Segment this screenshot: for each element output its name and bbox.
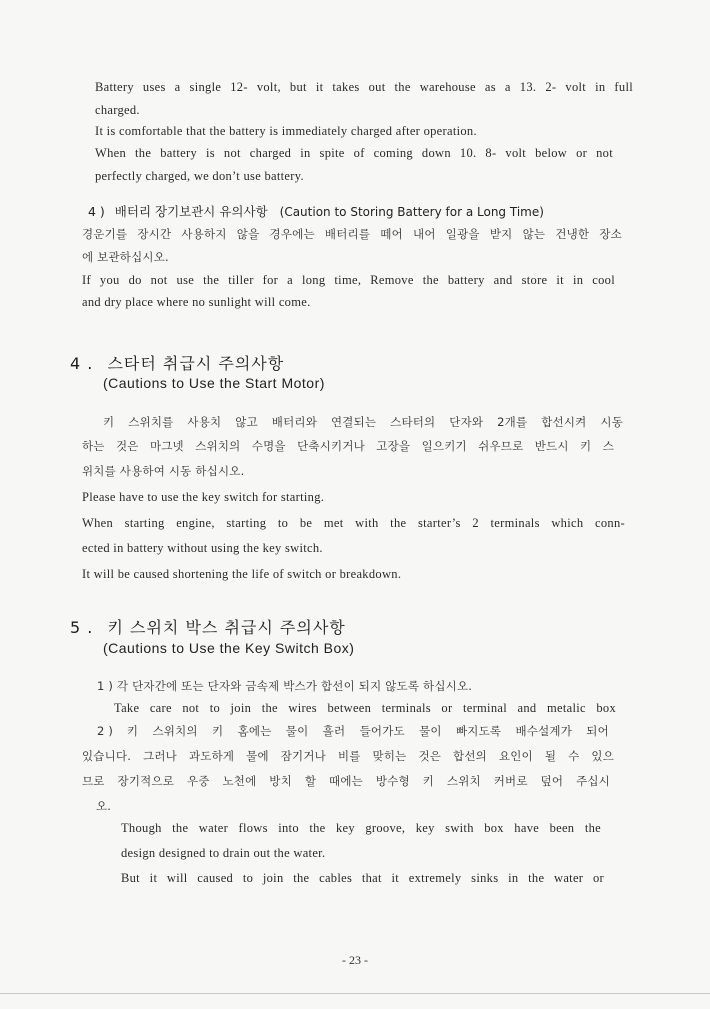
section-4-ko-line-3: 위치를 사용하여 시동 하십시오. <box>82 464 245 478</box>
page-number: - 23 - <box>342 953 368 967</box>
battery-line-5: perfectly charged, we don’t use battery. <box>95 169 304 183</box>
section-4-heading <box>70 351 284 374</box>
subsection-4-title-ko: 배터리 장기보관시 유의사항 <box>114 204 268 219</box>
section-5-heading <box>70 615 346 638</box>
section-5-item-2-ko-text-1: 키 스위치의 키 홈에는 물이 흘러 들어가도 물이 빠지도록 배수설계가 되어 <box>126 724 609 738</box>
subsection-4-heading <box>88 202 544 220</box>
section-5-title-en: (Cautions to Use the Key Switch Box) <box>103 640 355 656</box>
section-4-title-en: (Cautions to Use the Start Motor) <box>103 375 325 391</box>
battery-line-3: It is comfortable that the battery is immediately charged after operation. <box>95 124 477 138</box>
section-5-title-ko: 키 스위치 박스 취급시 주의사항 <box>107 618 346 637</box>
section-4-ko-line-1: 키 스위치를 사용치 않고 배터리와 연결되는 스타터의 단자와 2개를 합선시켜 시동 <box>103 415 623 429</box>
section-5-en-line-2: design designed to drain out the water. <box>121 846 326 860</box>
section-4-en-line-1: Please have to use the key switch for starting. <box>82 490 325 504</box>
section-5-item-1-ko: 1 ) 각 단자간에 또는 단자와 금속제 박스가 합선이 되지 않도록 하십시오. <box>97 679 473 693</box>
section-5-number: 5 . <box>70 618 94 637</box>
battery-line-2: charged. <box>95 103 140 117</box>
section-5-item-2-ko-line-3: 므로 장기적으로 우중 노천에 방치 할 때에는 방수형 키 스위치 커버로 덮어 주십시 <box>82 774 610 788</box>
section-4-en-line-2: When starting engine, starting to be met with the starter’s 2 terminals which conn- <box>82 516 625 530</box>
section-5-en-line-1: Though the water flows into the key groove, key swith box have been the <box>121 821 601 835</box>
section-5-en-line-3: But it will caused to join the cables that it extremely sinks in the water or <box>121 871 604 885</box>
page-bottom-divider <box>0 993 710 994</box>
section-4-en-line-4: It will be caused shortening the life of switch or breakdown. <box>82 567 402 581</box>
section-5-item-1-en: Take care not to join the wires between terminals or terminal and metalic box <box>114 701 616 715</box>
section-5-item-2-number: 2 ) <box>97 724 114 738</box>
battery-line-1: Battery uses a single 12- volt, but it takes out the warehouse as a 13. 2- volt in full <box>95 80 633 94</box>
section-5-item-2-ko-line-2: 있습니다. 그러나 과도하게 물에 잠기거나 비를 맞히는 것은 합선의 요인이 될 수 있으 <box>82 749 614 763</box>
section-5-item-2-ko-line-4: 오. <box>96 799 112 813</box>
battery-line-4: When the battery is not charged in spite of coming down 10. 8- volt below or not <box>95 146 613 160</box>
section-4-title-ko: 스타터 취급시 주의사항 <box>107 354 285 373</box>
subsection-4-ko-line-1: 경운기를 장시간 사용하지 않을 경우에는 배터리를 떼어 내어 일광을 받지 않는 건냉한 장소 <box>82 227 622 241</box>
subsection-4-en-line-2: and dry place where no sunlight will come. <box>82 295 311 309</box>
subsection-4-en-line-1: If you do not use the tiller for a long time, Remove the battery and store it in cool <box>82 273 615 287</box>
subsection-4-number: 4 ) <box>88 204 105 219</box>
subsection-4-ko-line-2: 에 보관하십시오. <box>82 250 169 264</box>
section-4-en-line-3: ected in battery without using the key switch. <box>82 541 323 555</box>
section-4-ko-line-2: 하는 것은 마그넷 스위치의 수명을 단축시키거나 고장을 일으키기 쉬우므로 반드시 키 스 <box>82 439 614 453</box>
subsection-4-title-en: (Caution to Storing Battery for a Long Time) <box>279 205 544 219</box>
section-5-item-2-ko-line-1 <box>97 723 612 739</box>
section-4-number: 4 . <box>70 354 94 373</box>
